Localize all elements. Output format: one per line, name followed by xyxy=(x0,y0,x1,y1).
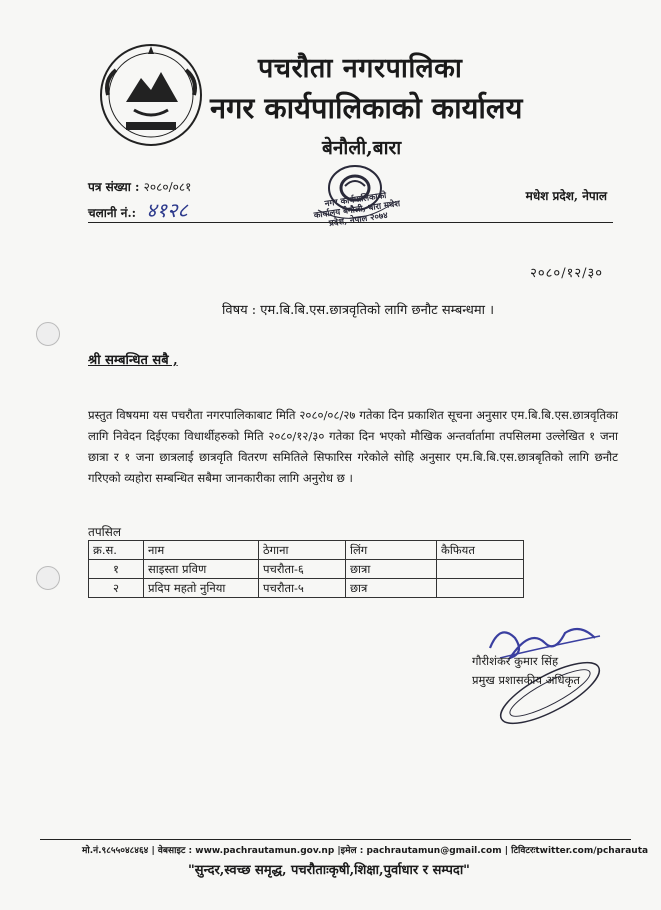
signer-name: गौरीशंकर कुमार सिंह xyxy=(472,654,559,668)
table-cell: साइस्ता प्रविण xyxy=(144,560,259,579)
salutation: श्री सम्बन्धित सबै , xyxy=(88,353,178,368)
table-cell: २ xyxy=(89,579,144,598)
province: मधेश प्रदेश, नेपाल xyxy=(525,189,607,203)
table-cell: छात्रा xyxy=(346,560,437,579)
patra-label: पत्र संख्या : xyxy=(88,180,140,194)
office-location: बेनौली,बारा xyxy=(322,137,402,159)
chalani-label: चलानी नं.: xyxy=(88,206,137,220)
footer-contact: मो.नं.९८५५०४८४६४ | वेबसाइट : www.pachrautamun.gov.np |इमेल : pachrautamun@gmail.com | टिविटरःtwitter.com/pcharauta xyxy=(82,846,649,856)
header-cell: नाम xyxy=(144,541,259,560)
nepal-emblem-icon xyxy=(96,40,206,150)
table-caption: तपसिल xyxy=(88,525,122,539)
table-cell: प्रदिप महतो नुनिया xyxy=(144,579,259,598)
table-header-row xyxy=(89,541,524,560)
office-name: नगर कार्यपालिकाको कार्यालय xyxy=(210,91,523,125)
table-cell: पचरौता-६ xyxy=(259,560,346,579)
header-cell: कैफियत xyxy=(437,541,524,560)
table-cell: १ xyxy=(89,560,144,579)
chalani-number xyxy=(88,196,188,223)
patra-sankhya xyxy=(88,178,191,195)
header-cell: लिंग xyxy=(346,541,437,560)
punch-hole xyxy=(36,566,60,590)
selection-table xyxy=(88,540,524,598)
punch-hole xyxy=(36,322,60,346)
subject-line: विषय : एम.बि.बि.एस.छात्रवृतिको लागि छनौट सम्बन्धमा । xyxy=(222,303,495,318)
table-cell xyxy=(437,560,524,579)
office-stamp-text: नगर कार्यपालिकाको कार्यालय बेनौली, बारा मधेश प्रदेश, नेपाल २०७४ xyxy=(313,190,401,229)
footer-motto: "सुन्दर,स्वच्छ समृद्ध, पचरौताःकृषी,शिक्षा,पुर्वाधार र सम्पदा" xyxy=(188,863,470,878)
letter-date: २०८०/१२/३० xyxy=(530,266,603,281)
table-cell: छात्र xyxy=(346,579,437,598)
table-row xyxy=(89,560,524,579)
header-cell: क्र.स. xyxy=(89,541,144,560)
signer-title: प्रमुख प्रशासकीय अधिकृत xyxy=(472,673,580,687)
patra-value: २०८०/०८१ xyxy=(143,180,192,194)
body-paragraph: प्रस्तुत विषयमा यस पचरौता नगरपालिकाबाट मिति २०८०/०८/२७ गतेका दिन प्रकाशित सूचना अनुसार एम.बि.बि.एस.छात्रवृतिका लागि निवेदन दिईएका विधार्थीहरुको मिति २०८०/१२/३० गतेका दिन भएको मौखिक अन्तर्वार्तामा तपसिलमा उल्लेखित १ जना छात्रा र १ जना छात्रलाई छात्रवृति वितरण समितिले सिफारिस गरेकोले सोहि अनुसार एम.बि.बि.एस.छात्रबृतिको लागि छनौट गरिएको व्यहोरा सम्बन्धित सबैमा जानकारीका लागि अनुरोध छ । xyxy=(88,408,618,485)
chalani-value: ४१२८ xyxy=(146,198,188,222)
header-divider xyxy=(88,222,613,223)
footer-divider xyxy=(40,839,631,840)
table-cell xyxy=(437,579,524,598)
header-cell: ठेगाना xyxy=(259,541,346,560)
table-cell: पचरौता-५ xyxy=(259,579,346,598)
table-row xyxy=(89,579,524,598)
org-name: पचरौता नगरपालिका xyxy=(258,53,463,84)
